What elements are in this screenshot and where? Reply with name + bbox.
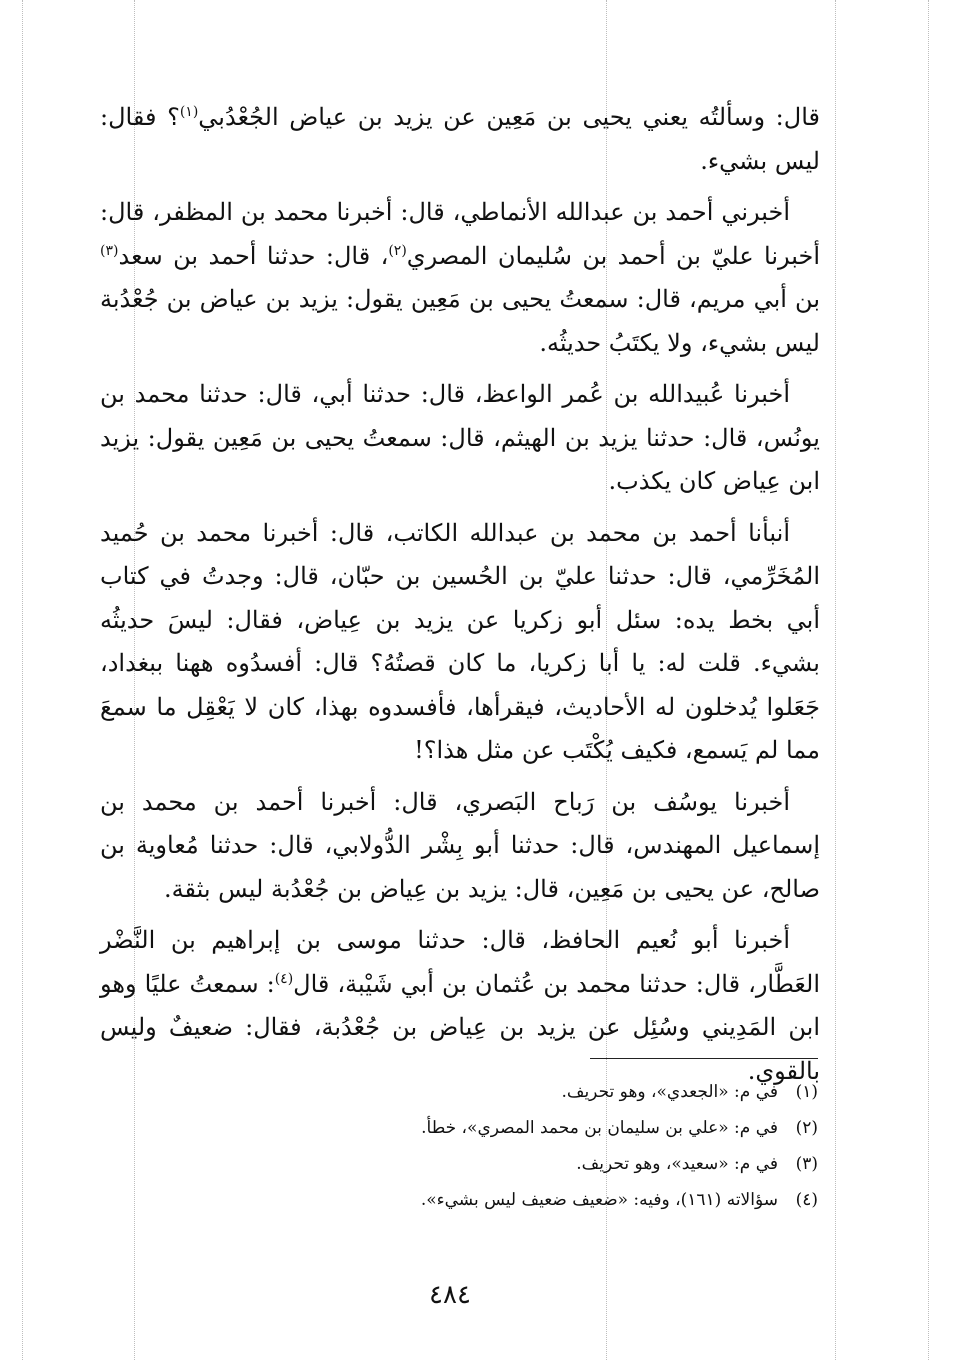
footnote-text: في م: «علي بن سليمان بن محمد المصري»، خطأ. — [421, 1118, 778, 1138]
footnote — [300, 1110, 818, 1146]
scan-artifact-line — [22, 0, 23, 1360]
paragraph-text: أنبأنا أحمد بن محمد بن عبدالله الكاتب، قال: أخبرنا محمد بن حُميد المُخَرِّمي، قال: حدثنا عليّ بن الحُسين بن حبّان، قال: وجدتُ في كتاب أبي بخط يده: سئل أبو زكريا عن يزيد بن عِياض، فقال: ليسَ حديثُه بشيء. قلت له: يا أبا زكريا، ما كان قصتُهُ؟ قال: أفسدُوه ههنا ببغداد، جَعَلوا يُدخلون له الأحاديث، فيقرأها، فأفسدوه بهذا، كان لا يَعْقِل ما سمعَ مما لم يَسمع، فكيف يُكْتَب عن مثل هذا؟! — [100, 518, 820, 764]
paragraph-text: ، قال: حدثنا أحمد بن سعد — [118, 241, 389, 270]
paragraph — [100, 96, 820, 183]
footnote-number: (٤) — [795, 1190, 818, 1210]
paragraph-text: أخبرني أحمد بن عبدالله الأنماطي، قال: أخبرنا محمد بن المظفر، قال: أخبرنا عليّ بن أحمد بن سُليمان المصري — [100, 198, 821, 270]
paragraph — [100, 512, 820, 773]
footnote-text: في م: «الجعدي»، وهو تحريف. — [561, 1082, 778, 1102]
footnote-number: (٢) — [795, 1118, 818, 1138]
page-number: ٤٨٤ — [429, 1280, 471, 1310]
footnotes — [300, 1074, 818, 1218]
paragraph-text: : سمعتُ عليًا وهو ابن المَدِيني وسُئِل عن يزيد بن عِياض بن جُعْدُبة، فقال: ضعيفٌ وليس بالقوي. — [100, 969, 820, 1085]
paragraph — [100, 919, 820, 1093]
paragraph — [100, 191, 820, 365]
footnote-reference: (٤) — [274, 970, 294, 987]
paragraph — [100, 781, 820, 912]
paragraph — [100, 373, 820, 504]
paragraph-text: أخبرنا يوسُف بن رَباح البَصري، قال: أخبرنا أحمد بن محمد بن إسماعيل المهندس، قال: حدثنا أبو بِشْر الدُّولابي، قال: حدثنا مُعاوية بن صالح، عن يحيى بن مَعِين، قال: يزيد بن عِياض بن جُعْدُبة ليس بثقة. — [100, 787, 820, 903]
footnote-text: في م: «سعيد»، وهو تحريف. — [576, 1154, 778, 1174]
footnote-separator — [590, 1058, 818, 1059]
footnote — [300, 1074, 818, 1110]
paragraph-text: أخبرنا أبو نُعيم الحافظ، قال: حدثنا موسى بن إبراهيم بن النَّضْر العَطَّار، قال: حدثنا محمد بن عُثمان بن أبي شَيْبة، قال — [100, 926, 820, 998]
scan-artifact-line — [835, 0, 836, 1360]
paragraph-text: أخبرنا عُبيدالله بن عُمر الواعظ، قال: حدثنا أبي، قال: حدثنا محمد بن يونُس، قال: حدثنا يزيد بن الهيثم، قال: سمعتُ يحيى بن مَعِين يقول: يزيد ابن عِياض كان يكذب. — [100, 380, 820, 495]
footnote-reference: (٢) — [388, 242, 407, 259]
scan-artifact-line — [928, 0, 929, 1360]
footnote-number: (١) — [795, 1082, 818, 1102]
paragraph-text: بن أبي مريم، قال: سمعتُ يحيى بن مَعِين يقول: يزيد بن عياض بن جُعْدُبة ليس بشيء، ولا يكتَبُ حديثُه. — [100, 285, 820, 357]
paragraph-text: قال: وسألتُه يعني يحيى بن مَعِين عن يزيد بن عياض الجُعْدُبي — [198, 103, 820, 131]
footnote — [300, 1146, 818, 1182]
footnote — [300, 1182, 818, 1218]
footnote-text: سؤالاته (١٦١)، وفيه: «ضعيف ضعيف ليس بشيء». — [420, 1190, 778, 1210]
footnote-number: (٣) — [795, 1154, 818, 1174]
footnote-reference: (١) — [179, 104, 199, 120]
paragraph-text: ؟ فقال: ليس بشيء. — [100, 103, 820, 175]
footnote-reference: (٣) — [100, 242, 119, 259]
main-text — [100, 96, 820, 1101]
